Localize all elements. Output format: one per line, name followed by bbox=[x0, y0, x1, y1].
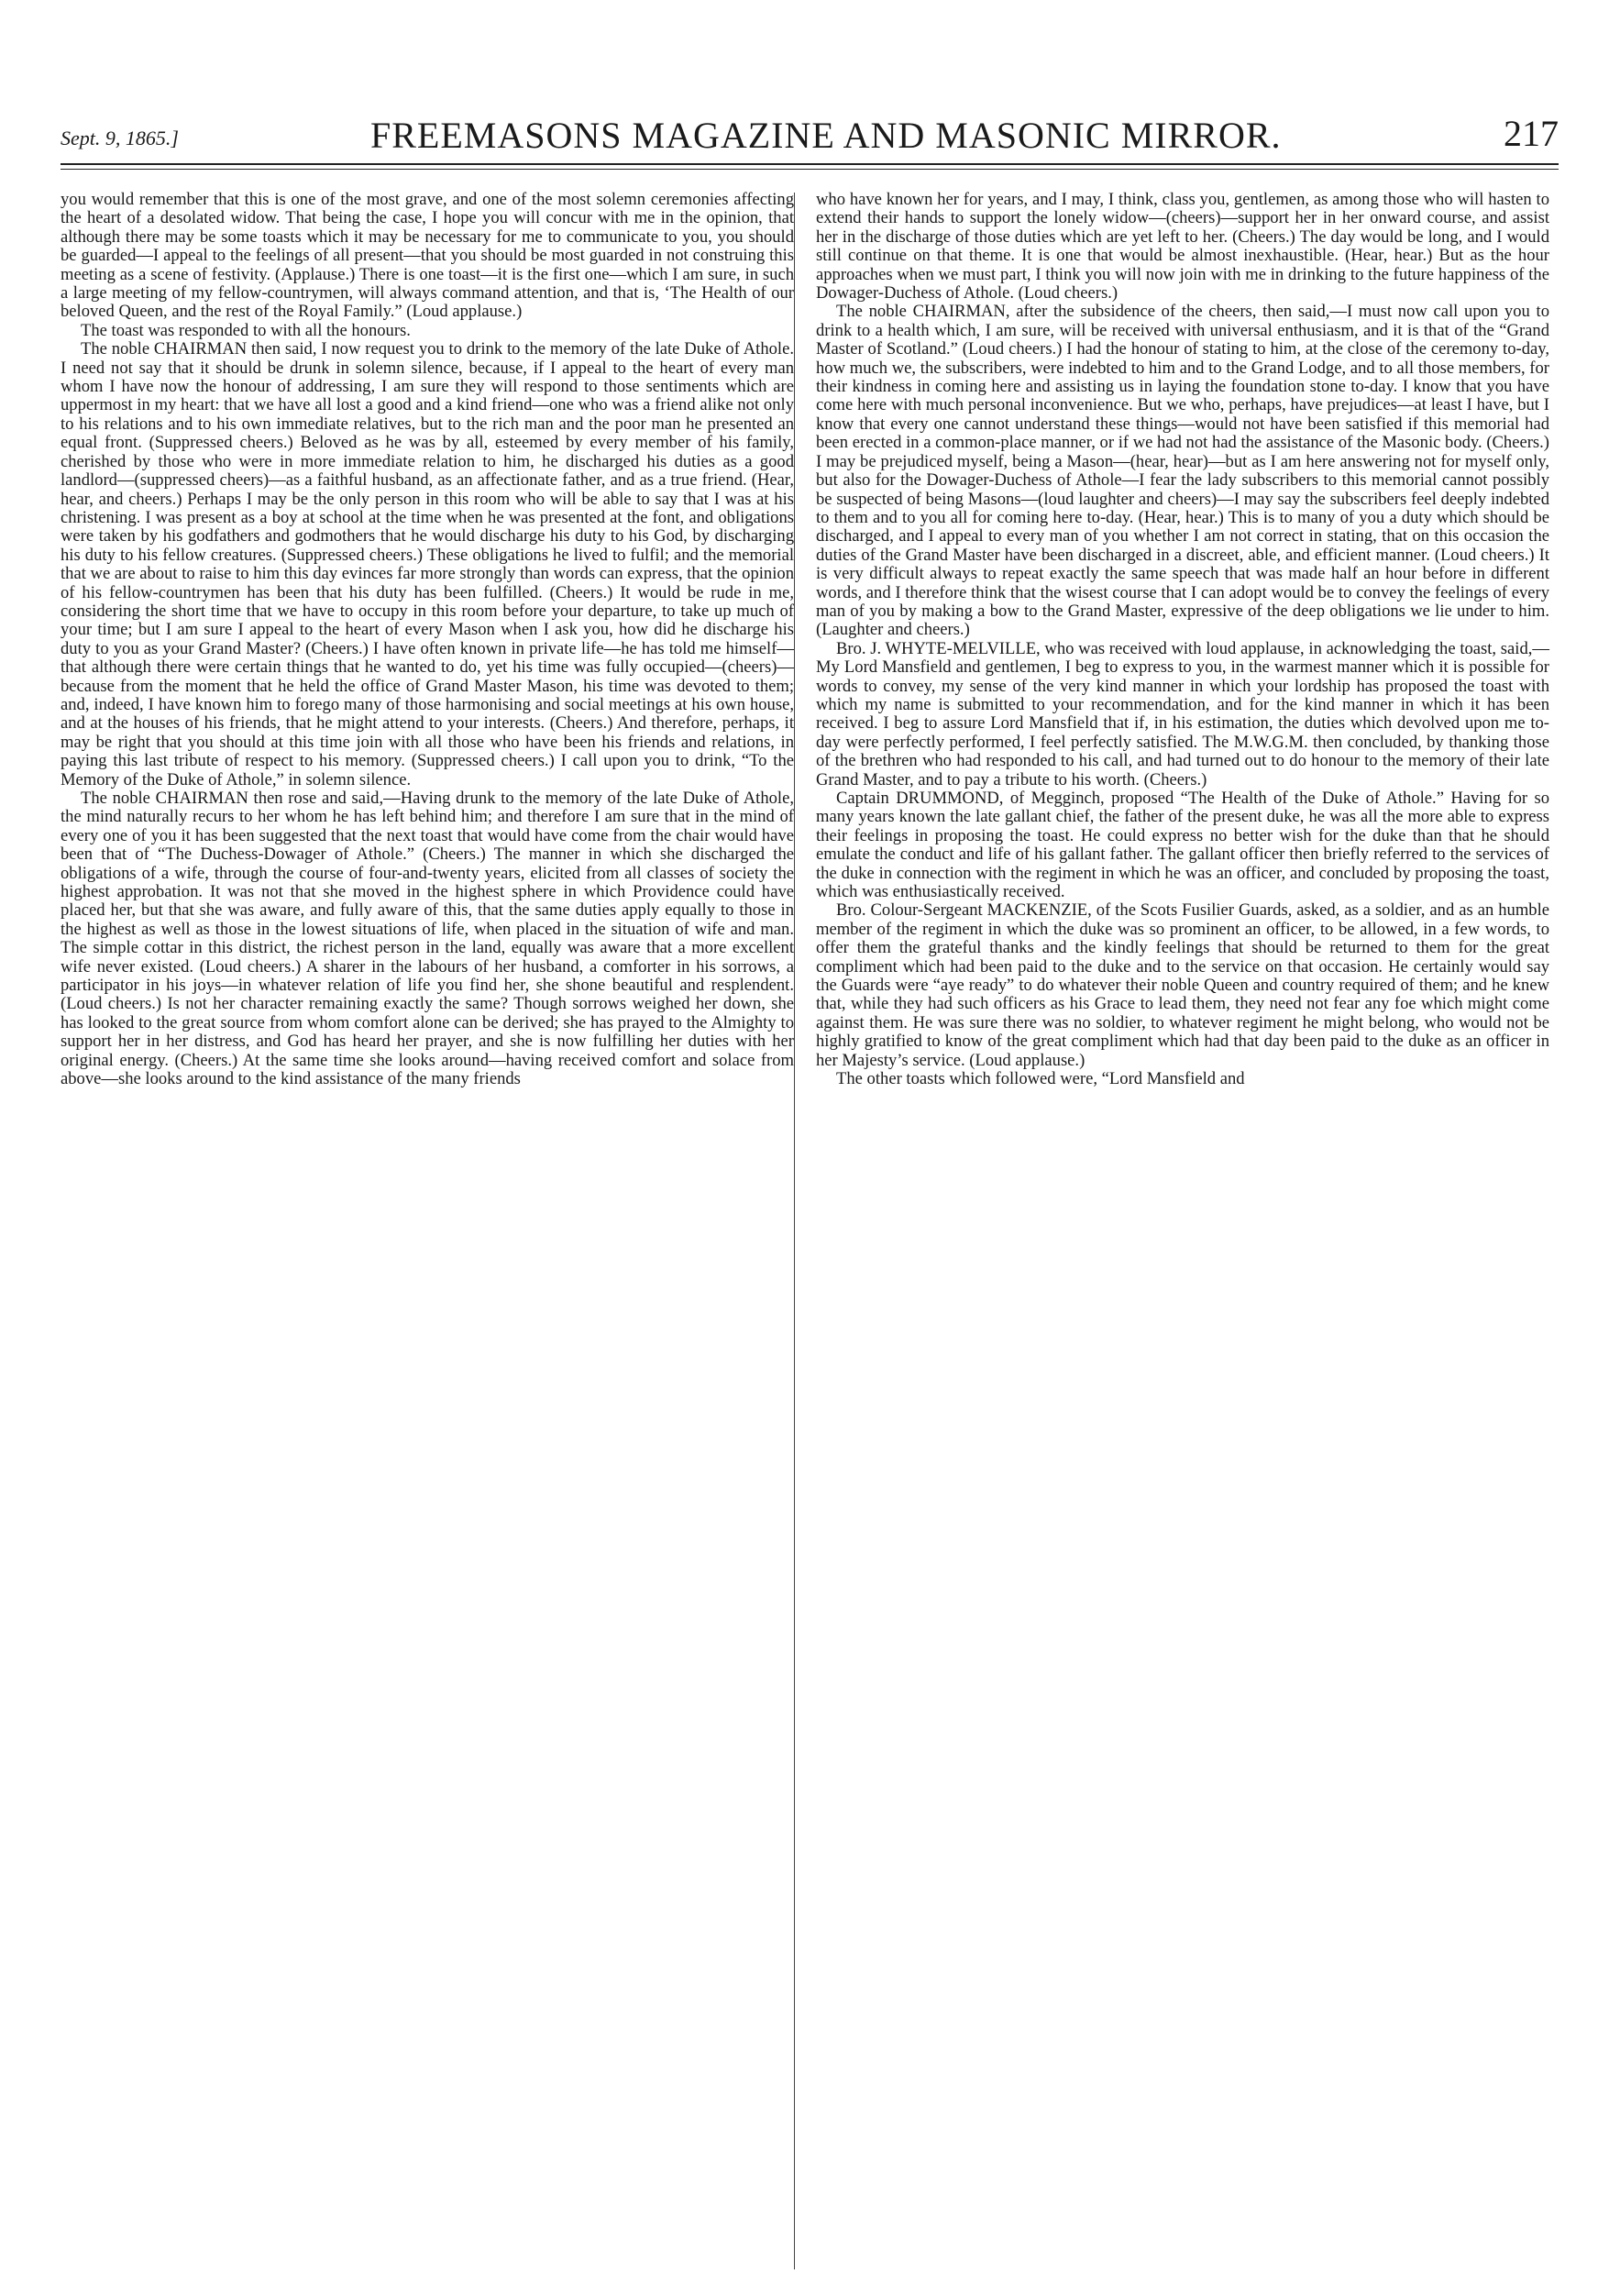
column-divider bbox=[794, 193, 795, 2269]
paragraph: Bro. Colour-Sergeant MACKENZIE, of the Scots Fusilier Guards, asked, as a soldier, and as an humble member of the regiment in which the duke was so prominent an officer, to be allowed, in a few words, to offer them the grateful thanks and the kindly feelings that should be returned to them for the great compliment which had been paid to the duke and to the service on that occasion. He certainly would say the Guards were “aye ready” to do whatever their noble Queen and country required of them; and he knew that, while they had such officers as his Grace to lead them, they need not fear any foe which might come against them. He was sure there was no soldier, to whatever regiment he might belong, who would not be highly gratified to know of the great compliment which had that day been paid to the duke as an officer in her Majesty’s service. (Loud applause.) bbox=[816, 900, 1549, 1070]
paragraph: The noble CHAIRMAN then rose and said,—Having drunk to the memory of the late Duke of Athole, the mind naturally recurs to her whom he has left behind him; and therefore I am sure that in the mind of every one of you it has been suggested that the next toast that would have come from the chair would have been that of “The Duchess-Dowager of Athole.” (Cheers.) The manner in which she discharged the obligations of a wife, through the course of four-and-twenty years, elicited from all classes of society the highest approbation. It was not that she moved in the highest sphere in which Providence could have placed her, but that she was aware, and fully aware of this, that the same duties apply equally to those in the highest as well as those in the lowest situations of life, when placed in the situation of wife and man. The simple cottar in this district, the richest person in the land, equally was aware that a more excellent wife never existed. (Loud cheers.) A sharer in the labours of her husband, a comforter in his sorrows, a participator in his joys—in whatever relation of life you find her, she shone beautiful and resplendent. (Loud cheers.) Is not her character remaining exactly the same? Though sorrows weighed her down, she has looked to the great source from whom comfort alone can be derived; she has prayed to the Almighty to support her in her distress, and God has heard her prayer, and she is now fulfilling her duties with her original energy. (Cheers.) At the same time she looks around—having received comfort and solace from above—she looks around to the kind assistance of the many friends bbox=[61, 789, 794, 1089]
paragraph: you would remember that this is one of the most grave, and one of the most solemn ceremonies affecting the heart of a desolated widow. That being the case, I hope you will concur with me in the opinion, that although there may be some toasts which it may be necessary for me to communicate to you, you should be guarded—I appeal to the feelings of all present—that you should be most guarded in not construing this meeting as a scene of festivity. (Applause.) There is one toast—it is the first one—which I am sure, in such a large meeting of my fellow-countrymen, will always command attention, and that is, ‘The Health of our beloved Queen, and the rest of the Royal Family.” (Loud applause.) bbox=[61, 190, 794, 322]
paragraph: Bro. J. WHYTE-MELVILLE, who was received with loud applause, in acknowledging the toast, said,—My Lord Mansfield and gentlemen, I beg to express to you, in the warmest manner which it is possible for words to convey, my sense of the very kind manner in which your lordship has proposed the toast with which my name is submitted to your recommendation, and for the kind manner in which it has been received. I beg to assure Lord Mansfield that if, in his estimation, the duties which devolved upon me to-day were perfectly performed, I feel perfectly satisfied. The M.W.G.M. then concluded, by thanking those of the brethren who had responded to his call, and had turned out to do honour to the memory of their late Grand Master, and to pay a tribute to his worth. (Cheers.) bbox=[816, 638, 1549, 789]
left-column bbox=[61, 191, 794, 1089]
header-rule bbox=[61, 163, 1559, 165]
paragraph: Captain DRUMMOND, of Megginch, proposed “The Health of the Duke of Athole.” Having for so many years known the late gallant chief, the father of the present duke, he was all the more able to express their feelings in proposing the toast. He could express no better wish for the duke than that he should emulate the conduct and life of his gallant father. The gallant officer then briefly referred to the services of the duke in connection with the regiment in which he was an officer, and concluded by proposing the toast, which was enthusiastically received. bbox=[816, 789, 1549, 902]
right-column bbox=[816, 191, 1549, 1089]
paragraph: The other toasts which followed were, “Lord Mansfield and bbox=[836, 1069, 1245, 1089]
paragraph: The toast was responded to with all the honours. bbox=[81, 320, 411, 340]
page-number: 217 bbox=[1504, 113, 1559, 154]
paragraph: who have known her for years, and I may, I think, class you, gentlemen, as among those who will hasten to extend their hands to support the lonely widow—(cheers)—support her in her onward course, and assist her in the discharge of those duties which are yet left to her. (Cheers.) The day would be long, and I would still continue on that theme. It is one that would be almost inexhaustible. (Hear, hear.) But as the hour approaches when we must part, I think you will now join with me in drinking to the future happiness of the Dowager-Duchess of Athole. (Loud cheers.) bbox=[816, 190, 1549, 304]
paragraph: The noble CHAIRMAN, after the subsidence of the cheers, then said,—I must now call upon you to drink to a health which, I am sure, will be received with universal enthusiasm, and it is that of the “Grand Master of Scotland.” (Loud cheers.) I had the honour of stating to him, at the close of the ceremony to-day, how much we, the subscribers, were indebted to him and to the Grand Lodge, and to all those members, for their kindness in coming here and assisting us in laying the foundation stone to-day. I know that you have come here with much personal inconvenience. But we who, perhaps, have prejudices—at least I have, but I know that every one cannot understand these things—would not have been satisfied if this memorial had been erected in a common-place manner, or if we had not had the assistance of the Masonic body. (Cheers.) I may be prejudiced myself, being a Mason—(hear, hear)—but as I am here answering not for myself only, but also for the Dowager-Duchess of Athole—I fear the lady subscribers to this memorial cannot possibly be suspected of being Masons—(loud laughter and cheers)—I may say the subscribers feel deeply indebted to them and to you all for coming here to-day. (Hear, hear.) This is to many of you a duty which should be discharged, and I appeal to every man of you whether I am not correct in stating, that on this occasion the duties of the Grand Master have been discharged in a discreet, able, and efficient manner. (Loud cheers.) It is very difficult always to repeat exactly the same speech that was made half an hour before in different words, and I therefore think that the wisest course that I can adopt would be to convey the feelings of every man of you by making a bow to the Grand Master, expressive of the deep obligations we lie under to him. (Laughter and cheers.) bbox=[816, 302, 1549, 640]
issue-date: Sept. 9, 1865.] bbox=[61, 127, 179, 149]
page-header bbox=[61, 108, 1559, 158]
paragraph: The noble CHAIRMAN then said, I now request you to drink to the memory of the late Duke of Athole. I need not say that it should be drunk in solemn silence, because, if I appeal to the heart of every man whom I have now the honour of addressing, I am sure they will respond to those sentiments which are uppermost in my heart: that we have all lost a good and a kind friend—one who was a friend alike not only to his relations and to his own immediate relatives, but to the rich man and the poor man he presented an equal front. (Suppressed cheers.) Beloved as he was by all, esteemed by every member of his family, cherished by those who were in more immediate relation to him, he discharged his duties as a good landlord—(suppressed cheers)—as a faithful husband, as an affectionate father, and as a true friend. (Hear, hear, and cheers.) Perhaps I may be the only person in this room who will be able to say that I was at his christening. I was present as a boy at school at the time when he was presented at the font, and obligations were taken by his godfathers and godmothers that he would discharge his duty to his God, by discharging his duty to his fellow creatures. (Suppressed cheers.) These obligations he lived to fulfil; and the memorial that we are about to raise to him this day evinces far more strongly than words can express, that the opinion of his fellow-countrymen has been that his duty has been fulfilled. (Cheers.) It would be rude in me, considering the short time that we have to occupy in this room before your departure, to take up much of your time; but I am sure I appeal to the heart of every Mason when I ask you, how did he discharge his duty to you as your Grand Master? (Cheers.) I have often known in private life—he has told me himself—that although there were certain things that he wanted to do, yet his time was fully occupied—(cheers)—because from the moment that he held the office of Grand Master Mason, his time was devoted to them; and, indeed, I have known him to forego many of those harmonising and social meetings at his own house, and at the houses of his friends, that he might attend to your interests. (Cheers.) And therefore, perhaps, it may be right that you should at this time join with all those who have been his friends and relations, in paying this last tribute of respect to his memory. (Suppressed cheers.) I call upon you to drink, “To the Memory of the Duke of Athole,” in solemn silence. bbox=[61, 339, 794, 789]
header-rule-thin bbox=[61, 169, 1559, 170]
magazine-title: FREEMASONS MAGAZINE AND MASONIC MIRROR. bbox=[370, 115, 1282, 156]
